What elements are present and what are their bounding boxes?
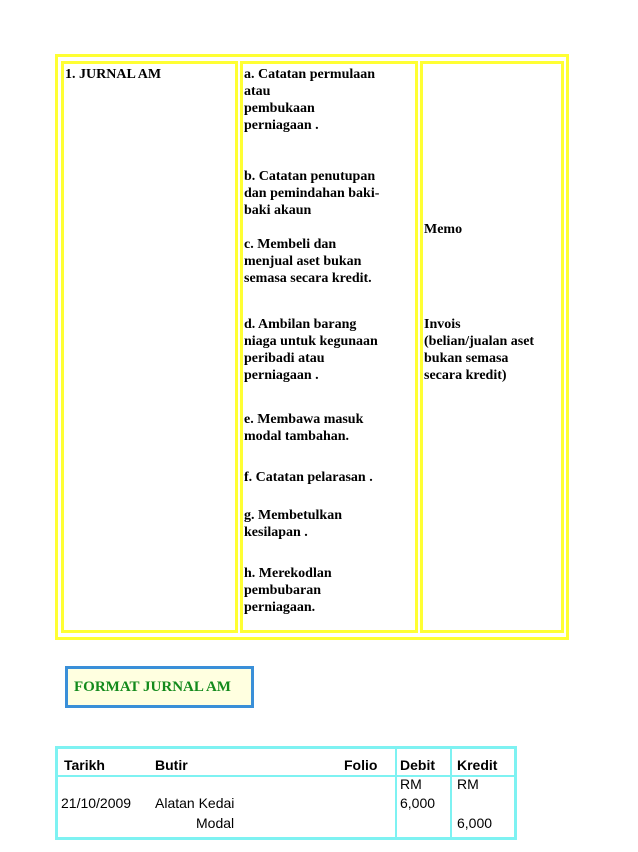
header-tarikh: Tarikh (64, 757, 105, 773)
header-debit: Debit (400, 757, 435, 773)
item-h: h. Merekodlan pembubaran perniagaan. (244, 566, 332, 615)
format-title: FORMAT JURNAL AM (74, 679, 231, 695)
item-e: e. Membawa masuk modal tambahan. (244, 412, 364, 444)
item-b: b. Catatan penutupan dan pemindahan baki- baki akaun (244, 169, 380, 218)
entry-debit-amount: 6,000 (400, 795, 436, 811)
journal-title: 1. JURNAL AM (65, 67, 162, 82)
format-journal-table (55, 746, 517, 840)
header-divider (58, 775, 514, 777)
doc-memo: Memo (424, 222, 463, 237)
header-kredit: Kredit (457, 757, 498, 773)
entry-date: 21/10/2009 (61, 795, 132, 811)
item-d: d. Ambilan barang niaga untuk kegunaan peribadi atau perniagaan . (244, 317, 378, 383)
entry-credit-amount: 6,000 (457, 815, 493, 831)
journal-name-cell (61, 61, 238, 633)
col-divider-folio (395, 749, 397, 837)
col-divider-kredit (450, 749, 452, 837)
header-butir: Butir (155, 757, 188, 773)
kredit-currency: RM (457, 776, 479, 792)
item-f: f. Catatan pelarasan . (244, 470, 373, 485)
item-c: c. Membeli dan menjual aset bukan semasa secara kredit. (244, 237, 372, 286)
entry-debit-item: Alatan Kedai (155, 795, 235, 811)
entry-credit-item: Modal (196, 815, 235, 831)
format-title-box (65, 666, 254, 708)
doc-invois: Invois (belian/jualan aset bukan semasa secara kredit) (424, 317, 535, 383)
item-a: a. Catatan permulaan atau pembukaan perniagaan . (244, 67, 376, 133)
header-folio: Folio (344, 757, 378, 773)
debit-currency: RM (400, 776, 422, 792)
item-g: g. Membetulkan kesilapan . (244, 508, 342, 540)
